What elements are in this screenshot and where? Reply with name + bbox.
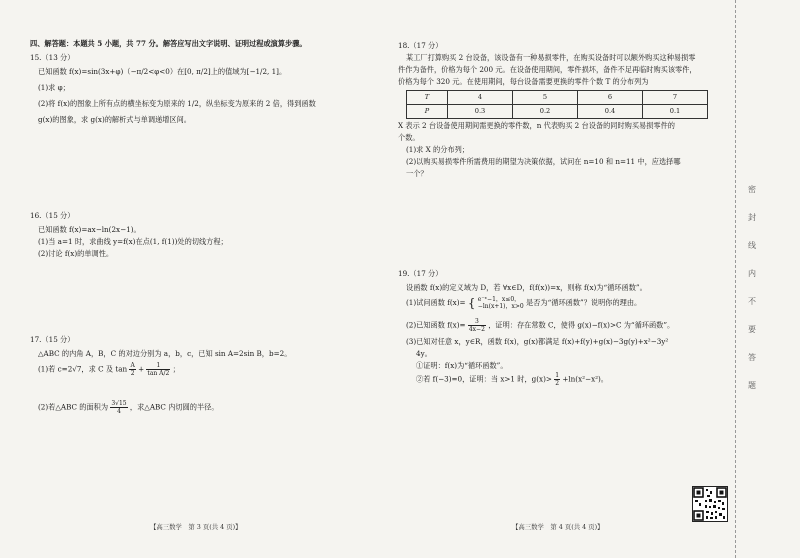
q18-part1: (1)求 X 的分布列； bbox=[406, 145, 469, 154]
binding-char: 要 bbox=[748, 325, 756, 334]
footer-right: 【高三数学 第 4 页(共 4 页)】 bbox=[512, 523, 604, 531]
section-header: 四、解答题：本题共 5 小题，共 77 分。解答应写出文字说明、证明过程或演算步骤。 bbox=[30, 39, 307, 48]
table-cell: 0.3 bbox=[448, 105, 513, 119]
binding-char: 密 bbox=[748, 185, 756, 194]
q15-part2-cont: g(x)的图象，求 g(x)的解析式与单调递增区间。 bbox=[38, 115, 191, 124]
q17-part1: (1)若 c=2√7，求 C 及 tan $\frac{A}{2}$ + $\frac{1}{\text{tan A/2}}$ ； bbox=[38, 362, 180, 377]
q18-part2-cont: 一个？ bbox=[406, 169, 428, 178]
q18-part2: (2)以购买易损零件所需费用的期望为决策依据，试问在 n=10 和 n=11 中，应选择哪 bbox=[406, 157, 681, 166]
binding-char: 题 bbox=[748, 381, 756, 390]
q16-part2: (2)讨论 f(x)的单调性。 bbox=[38, 249, 114, 258]
table-cell: 6 bbox=[578, 91, 643, 105]
q16-number: 16.（15 分） bbox=[30, 211, 75, 220]
fraction: $\frac{1}{\text{tan A/2}}$ bbox=[147, 362, 170, 377]
q16-part1: (1)当 a=1 时，求曲线 y=f(x)在点(1, f(1))处的切线方程； bbox=[38, 237, 228, 246]
table-header-t: T bbox=[407, 91, 448, 105]
table-cell: 7 bbox=[643, 91, 708, 105]
binding-char: 封 bbox=[748, 213, 756, 222]
q18-line3: 价格为每个 320 元。在使用期间，每台设备需要更换的零件个数 T 的分布列为 bbox=[398, 77, 649, 86]
q16-stem: 已知函数 f(x)=ax−ln(2x−1)。 bbox=[38, 225, 141, 234]
table-cell: 0.1 bbox=[643, 105, 708, 119]
footer-left: 【高三数学 第 3 页(共 4 页)】 bbox=[150, 523, 242, 531]
brace: { bbox=[467, 296, 476, 310]
q18-line4: X 表示 2 台设备使用期间需更换的零件数，n 代表购买 2 台设备的同时购买易损零件的 bbox=[398, 121, 675, 130]
table-row bbox=[407, 91, 708, 105]
fraction: $\frac{3}{4x-2}$ bbox=[468, 318, 485, 333]
q19-number: 19.（17 分） bbox=[398, 269, 443, 278]
binding-char: 答 bbox=[748, 353, 756, 362]
fraction: $\frac{3√15}{4}$ bbox=[111, 400, 127, 415]
fraction: $\frac{A}{2}$ bbox=[130, 362, 135, 377]
q19-part1: (1)试问函数 f(x)= { e⁻ˣ−1，x≤0， −ln(x+1)，x>0 是否为“循环函数”？说明你的理由。 bbox=[406, 296, 642, 310]
q18-number: 18.（17 分） bbox=[398, 41, 443, 50]
q15-stem: 已知函数 f(x)=sin(3x+φ)（−π/2<φ<0）在[0, π/2]上的值域为[−1/2, 1]。 bbox=[38, 67, 287, 76]
q17-part2: (2)若△ABC 的面积为 $\frac{3√15}{4}$ ，求△ABC 内切圆的半径。 bbox=[38, 400, 219, 415]
table-cell: 4 bbox=[448, 91, 513, 105]
q17-stem: △ABC 的内角 A，B，C 的对边分别为 a，b，c，已知 sin A=2sin B，b=2。 bbox=[38, 349, 292, 358]
q15-number: 15.（13 分） bbox=[30, 53, 75, 62]
piecewise: e⁻ˣ−1，x≤0， −ln(x+1)，x>0 bbox=[477, 296, 524, 310]
table-cell: 0.4 bbox=[578, 105, 643, 119]
binding-char: 不 bbox=[748, 297, 756, 306]
q19-part3-i: ①证明：f(x)为“循环函数”。 bbox=[416, 361, 508, 370]
q15-part2: (2)将 f(x)的图象上所有点的横坐标变为原来的 1/2，纵坐标变为原来的 2 倍，得到函数 bbox=[38, 99, 316, 108]
binding-char: 内 bbox=[748, 269, 756, 278]
table-cell: 5 bbox=[513, 91, 578, 105]
qr-code-icon bbox=[692, 486, 728, 522]
q19-part3-ii: ②若 f(−3)=0，证明：当 x>1 时，g(x)> $\frac{1}{2}$ +ln(x²−x²)。 bbox=[416, 372, 608, 387]
binding-notice bbox=[745, 40, 759, 520]
binding-char: 线 bbox=[748, 241, 756, 250]
q19-part3-cont: 4y。 bbox=[416, 349, 432, 358]
q17-number: 17.（15 分） bbox=[30, 335, 75, 344]
binding-line bbox=[735, 0, 736, 558]
q18-line5: 个数。 bbox=[398, 133, 420, 142]
table-row bbox=[407, 105, 708, 119]
q18-line2: 件作为备件，价格为每个 200 元。在设备使用期间，零件损坏，备件不足再临时购买该零件， bbox=[398, 65, 697, 74]
q18-line1: 某工厂打算购买 2 台设备，该设备有一种易损零件，在购买设备时可以额外购买这种易损零 bbox=[406, 53, 696, 62]
table-cell: 0.2 bbox=[513, 105, 578, 119]
distribution-table bbox=[406, 90, 708, 119]
q19-part2: (2)已知函数 f(x)= $\frac{3}{4x-2}$ ，证明：存在常数 C，使得 g(x)−f(x)>C 为“循环函数”。 bbox=[406, 318, 675, 333]
fraction: $\frac{1}{2}$ bbox=[555, 372, 560, 387]
table-header-p: P bbox=[407, 105, 448, 119]
q19-stem: 设函数 f(x)的定义域为 D，若 ∀x∈D，f(f(x))=x，则称 f(x)为“循环函数”。 bbox=[406, 283, 647, 292]
q19-part3: (3)已知对任意 x，y∈R，函数 f(x)，g(x)都满足 f(x)+f(y)+g(x)−3g(y)+x²−3y² bbox=[406, 337, 669, 346]
q15-part1: (1)求 φ； bbox=[38, 83, 70, 92]
